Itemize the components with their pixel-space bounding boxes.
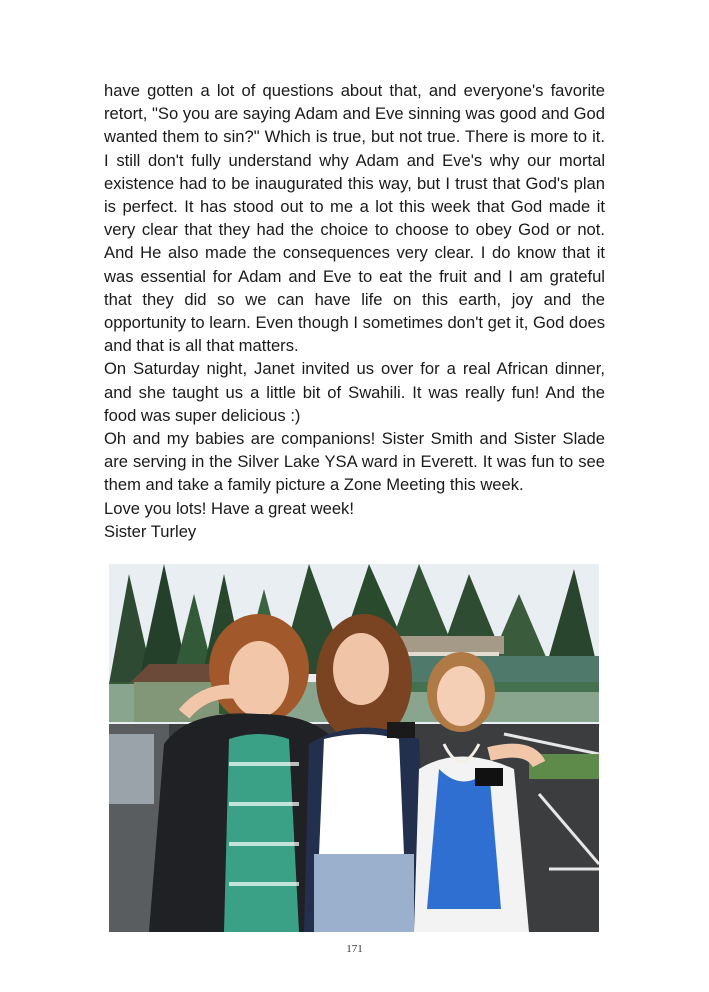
page-number: 171: [346, 943, 363, 955]
paragraph-companions: Oh and my babies are companions! Sister Smith and Sister Slade are serving in the Silver Lake YSA ward in Everett. It was fun to see them and take a family picture a Zone Meeting this week.: [104, 429, 605, 495]
photo-illustration: [109, 564, 599, 932]
paragraph-african-dinner: On Saturday night, Janet invited us over for a real African dinner, and she taught us a little bit of Swahili. It was really fun! And the food was super delicious :): [104, 359, 605, 425]
signature: Sister Turley: [104, 521, 197, 541]
three-sisters-photo: [109, 564, 599, 932]
body-text: [104, 79, 605, 543]
paragraph-adam-eve: have gotten a lot of questions about that, and everyone's favorite retort, "So you are saying Adam and Eve sinning was good and God wanted them to sin?" Which is true, but not true. There is more to it. I still don't fully understand why Adam and Eve's why our mortal existence had to be inaugurated this way, but I trust that God's plan is perfect. It has stood out to me a lot this week that God made it very clear that they had the choice to choose to obey God or not. And He also made the consequences very clear. I do know that it was essential for Adam and Eve to eat the fruit and I am grateful that they did so we can have life on this earth, joy and the opportunity to learn. Even though I sometimes don't get it, God does and that is all that matters.: [104, 81, 605, 356]
closing-line: Love you lots! Have a great week!: [104, 498, 354, 518]
